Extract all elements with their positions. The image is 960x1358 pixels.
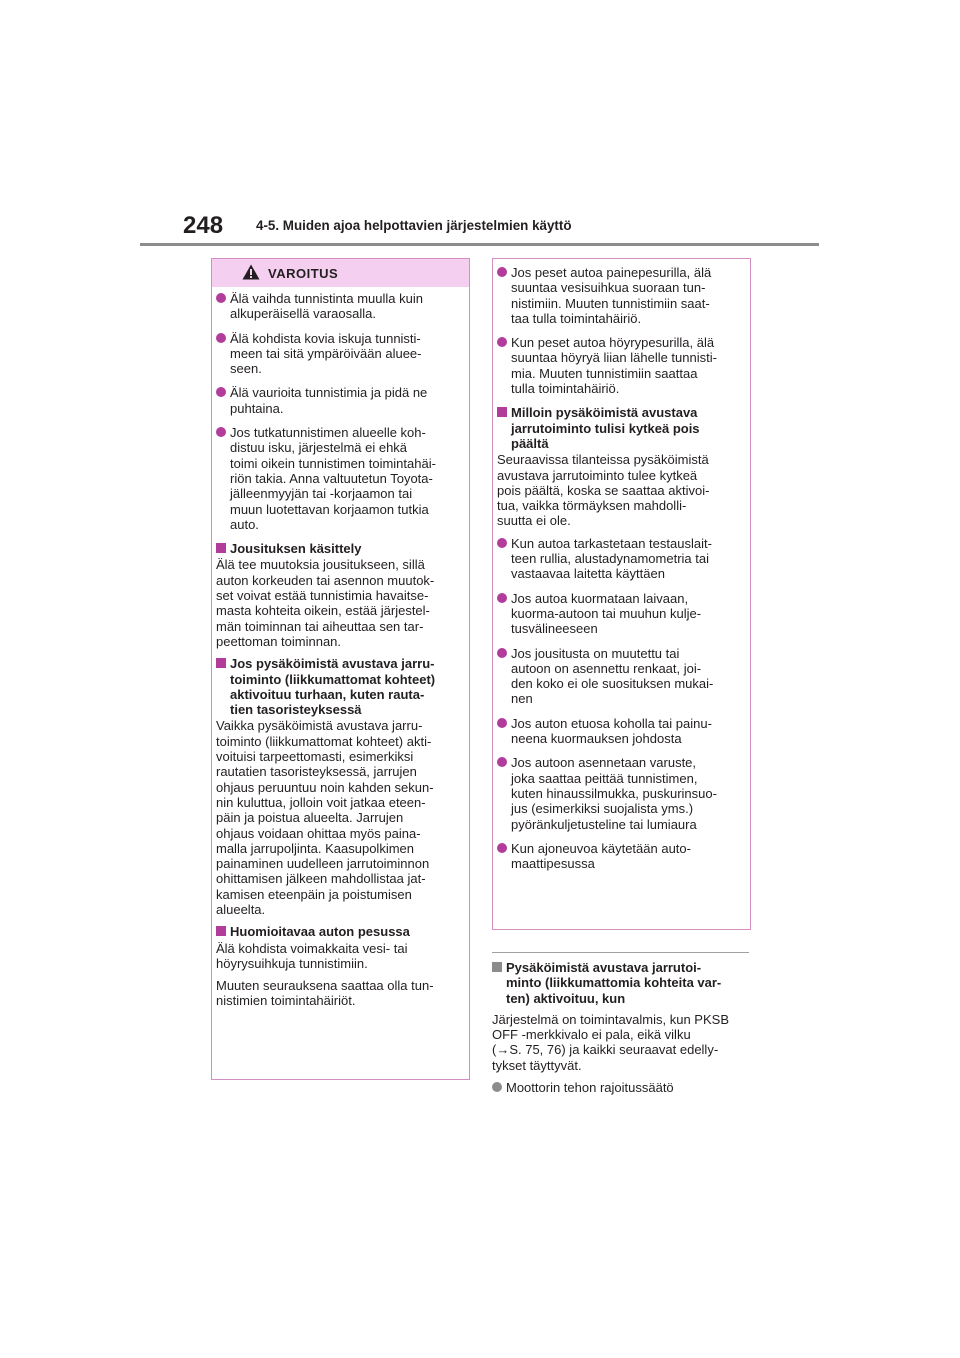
text-line: toiminto (liikkumattomat kohteet) akti-	[216, 733, 432, 749]
text-line: Kun autoa tarkastetaan testauslait-	[511, 535, 712, 551]
text-line: Jos jousitusta on muutettu tai	[511, 645, 680, 661]
text-line: Älä kohdista kovia iskuja tunnisti-	[230, 330, 421, 346]
text-line: taa tulla toimintahäiriö.	[511, 310, 642, 326]
text-line: kuorma-autoon tai muuhun kulje-	[511, 605, 702, 621]
text-line: maattipesussa	[511, 856, 595, 872]
section-square-icon	[492, 962, 502, 972]
text-line: ohjaus voidaan ohittaa myös paina-	[216, 825, 421, 841]
text-line: Jos autoa kuormataan laivaan,	[511, 590, 689, 606]
paragraph	[216, 557, 465, 649]
text-line: nistimien toimintahäiriöt.	[216, 993, 356, 1009]
text-line: den koko ei ole suosituksen mukai-	[511, 676, 714, 692]
text-line: meen tai sitä ympäröivään aluee-	[230, 345, 422, 361]
text-line: suutta ei ole.	[497, 513, 571, 529]
text-line: alkuperäisellä varaosalla.	[230, 306, 376, 322]
text-line: teen rullia, alustadynamometria tai	[511, 551, 709, 567]
text-line: tulla toimintahäiriö.	[511, 381, 620, 397]
text-line: Vaikka pysäköimistä avustava jarru-	[216, 718, 423, 734]
text-line: jus (esimerkiksi suojalista yms.)	[511, 801, 694, 817]
info-section	[492, 952, 749, 1104]
text-line: tusvälineeseen	[511, 621, 598, 637]
text-line: päin ja poistua alueelta. Jarrujen	[216, 810, 404, 826]
section-heading	[216, 541, 465, 556]
text-line: Milloin pysäköimistä avustava	[511, 405, 698, 421]
bullet-dot-icon	[497, 337, 507, 347]
page-number: 248	[183, 212, 224, 239]
text-line: kamisen eteenpäin ja poistumisen	[216, 886, 412, 902]
bullet-dot-icon	[216, 387, 226, 397]
text-line: set voivat estää tunnistimia havaitse-	[216, 588, 429, 604]
text-line: painaminen uudelleen jarrutoiminnon	[216, 856, 430, 872]
text-line: kuten hinaussilmukka, puskurinsuo-	[511, 785, 717, 801]
text-line: puhtaina.	[230, 400, 284, 416]
text-line: vastaavaa laitetta käyttäen	[511, 566, 665, 582]
text-line: distuu isku, järjestelmä ei ehkä	[230, 440, 408, 456]
paragraph	[216, 718, 465, 917]
list-item	[497, 755, 746, 831]
text-line: voituisi tarpeettomasti, esimerkiksi	[216, 749, 414, 765]
paragraph	[492, 1012, 749, 1073]
list-item	[497, 265, 746, 326]
list-item	[492, 1080, 749, 1095]
text-line: mia. Muuten tunnistimiin saattaa	[511, 365, 698, 381]
text-line: Älä kohdista voimakkaita vesi- tai	[216, 940, 408, 956]
text-line: rautatien tasoristeyksessä, jarrujen	[216, 764, 417, 780]
warning-title: VAROITUS	[268, 266, 339, 281]
warning-triangle-icon	[242, 264, 260, 280]
page-header	[0, 0, 960, 250]
text-line: peettoman toiminnan.	[216, 633, 342, 649]
warning-box-right	[492, 258, 751, 930]
text-line: toimi oikein tunnistimen toimintahäi-	[230, 455, 436, 471]
section-heading	[497, 405, 746, 451]
text-line: män toiminnan tai aiheuttaa sen tar-	[216, 618, 424, 634]
text-line: Kun ajoneuvoa käytetään auto-	[511, 840, 691, 856]
warning-header	[212, 259, 469, 287]
text-line: Älä vaihda tunnistinta muulla kuin	[230, 291, 423, 306]
list-item	[497, 716, 746, 747]
paragraph	[497, 452, 746, 528]
text-line: tien tasoristeyksessä	[230, 702, 362, 718]
text-line: aktivoituu turhaan, kuten rauta-	[230, 686, 425, 702]
section-square-icon	[216, 543, 226, 553]
bullet-dot-icon	[497, 593, 507, 603]
text-line: nin kuluttua, jolloin voit jatkaa eteen-	[216, 794, 426, 810]
text-line: Seuraavissa tilanteissa pysäköimistä	[497, 452, 709, 468]
list-item	[497, 591, 746, 637]
section-heading	[216, 656, 465, 717]
text-line: seen.	[230, 361, 262, 377]
text-line: ohjaus peruuntuu noin kahden sekun-	[216, 779, 434, 795]
text-line: suuntaa vesisuihkua suoraan tun-	[511, 280, 706, 296]
list-item	[497, 841, 746, 872]
warning-box-left	[211, 258, 470, 1080]
bullet-dot-icon	[497, 648, 507, 658]
text-line: suuntaa höyryä liian lähelle tunnisti-	[511, 350, 717, 366]
bullet-dot-icon	[497, 843, 507, 853]
paragraph	[216, 941, 465, 972]
text-line: tua, vaikka törmäyksen mahdolli-	[497, 498, 687, 514]
text-line: toiminto (liikkumattomat kohteet)	[230, 671, 436, 687]
bullet-dot-icon	[497, 267, 507, 277]
text-line: ten) aktivoituu, kun	[506, 990, 626, 1006]
text-line: neena kuormauksen johdosta	[511, 731, 682, 747]
text-line: Älä tee muutoksia jousitukseen, sillä	[216, 557, 425, 573]
text-line: alueelta.	[216, 901, 266, 917]
text-line: auto.	[230, 516, 259, 532]
text-line: jarrutoiminto tulisi kytkeä pois	[511, 420, 700, 436]
bullet-dot-icon	[216, 427, 226, 437]
text-line: Moottorin tehon rajoitussäätö	[506, 1080, 674, 1096]
text-line: minto (liikkumattomia kohteita var-	[506, 975, 722, 991]
text-line: Huomioitavaa auton pesussa	[230, 924, 410, 940]
list-item	[497, 536, 746, 582]
cross-reference-link[interactable]: (→S. 75, 76) ja kaikki seuraavat edelly-	[492, 1042, 719, 1058]
bullet-dot-icon	[216, 293, 226, 303]
section-square-icon	[497, 407, 507, 417]
text-line: Muuten seurauksena saattaa olla tun-	[216, 978, 434, 994]
text-line: Jos tutkatunnistimen alueelle koh-	[230, 425, 426, 441]
text-line: tykset täyttyvät.	[492, 1057, 582, 1073]
list-item	[216, 331, 465, 377]
list-item	[216, 425, 465, 532]
text-line: nen	[511, 691, 533, 707]
text-line: höyrysuihkuja tunnistimiin.	[216, 955, 368, 971]
text-line: Jos pysäköimistä avustava jarru-	[230, 656, 435, 672]
text-line: Jos peset autoa painepesurilla, älä	[511, 265, 712, 280]
text-line: autoon on asennettu renkaat, joi-	[511, 660, 702, 676]
text-line: auton korkeuden tai asennon muutok-	[216, 572, 435, 588]
text-line: muun luotettavan korjaamon tutkia	[230, 501, 429, 517]
bullet-dot-icon	[497, 718, 507, 728]
bullet-dot-icon	[216, 333, 226, 343]
text-line: Järjestelmä on toimintavalmis, kun PKSB	[492, 1011, 729, 1027]
text-line: Älä vaurioita tunnistimia ja pidä ne	[230, 385, 428, 401]
list-item	[497, 646, 746, 707]
section-square-icon	[216, 658, 226, 668]
paragraph	[216, 978, 465, 1009]
bullet-dot-icon	[497, 538, 507, 548]
text-line: Jousituksen käsittely	[230, 541, 362, 557]
section-heading	[216, 924, 465, 939]
section-divider	[492, 952, 749, 953]
text-line: malla jarrupoljinta. Kaasupolkimen	[216, 840, 414, 856]
text-line: ohittamisen jälkeen mahdollistaa jat-	[216, 871, 426, 887]
section-square-icon	[216, 926, 226, 936]
text-line: päältä	[511, 435, 549, 451]
list-item	[216, 385, 465, 416]
header-divider	[140, 243, 819, 246]
bullet-dot-icon	[497, 757, 507, 767]
bullet-dot-icon	[492, 1082, 502, 1092]
text-line: joka saattaa peittää tunnistimen,	[511, 770, 698, 786]
list-item	[497, 335, 746, 396]
text-line: OFF -merkkivalo ei pala, eikä vilku	[492, 1027, 691, 1043]
text-line: pois päältä, koska se saattaa aktivoi-	[497, 482, 710, 498]
text-line: avustava jarrutoiminto tulee kytkeä	[497, 467, 698, 483]
text-line: Pysäköimistä avustava jarrutoi-	[506, 960, 702, 975]
list-item	[216, 291, 465, 322]
section-heading	[492, 960, 749, 1006]
text-line: Jos auton etuosa koholla tai painu-	[511, 715, 712, 731]
text-line: riön takia. Anna valtuutetun Toyota-	[230, 470, 433, 486]
chapter-title: 4-5. Muiden ajoa helpottavien järjestelmien käyttö	[256, 218, 572, 233]
text-line: Kun peset autoa höyrypesurilla, älä	[511, 335, 715, 351]
text-line: masta kohteita oikein, estää järjestel-	[216, 603, 430, 619]
text-line: nistimiin. Muuten tunnistimiin saat-	[511, 295, 710, 311]
text-line: Jos autoon asennetaan varuste,	[511, 755, 697, 771]
text-line: jälleenmyyjän tai -korjaamon tai	[230, 486, 413, 502]
text-line: pyöränkuljetusteline tai lumiaura	[511, 816, 697, 832]
